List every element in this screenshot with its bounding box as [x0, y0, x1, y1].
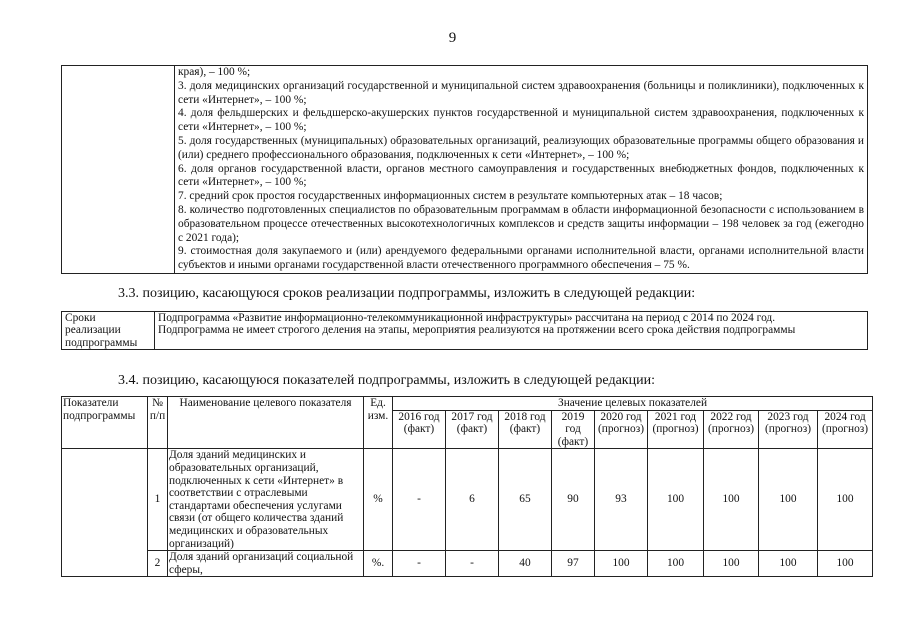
- page-number: 9: [448, 30, 457, 46]
- header-year: 2022 год (прогноз): [704, 410, 759, 449]
- header-year: 2019 год (факт): [552, 410, 595, 449]
- empty-label-cell: [62, 66, 175, 274]
- section-3-3-heading: 3.3. позицию, касающуюся сроков реализации подпрограммы, изложить в следующей редакции:: [118, 286, 696, 301]
- value-cell: 100: [759, 449, 818, 551]
- header-name: Наименование целевого показателя: [168, 397, 364, 449]
- value-cell: 6: [446, 449, 499, 551]
- timeline-content: [155, 312, 868, 350]
- list-item: 3. доля медицинских организаций государственной и муниципальной систем здравоохранения (больницы и поликлиники), подключенных к сети «Интернет», – 100 %;: [178, 79, 864, 106]
- header-year: 2016 год (факт): [393, 410, 446, 449]
- list-item: 7. средний срок простоя государственных информационных систем в результате компьютерных атак – 18 часов;: [178, 190, 723, 203]
- list-item: 8. количество подготовленных специалистов по образовательным программам в области информационной безопасности с использованием в образовательном процессе отечественных высокотехнологичных комплексов и средств защиты информации – 198 человек за год (ежегодно с 2021 года);: [178, 203, 864, 244]
- value-cell: 65: [499, 449, 552, 551]
- target-list-cell: [175, 66, 868, 274]
- list-item: 5. доля государственных (муниципальных) образовательных организаций, реализующих образовательные программы общего образования и (или) среднего профессионального образования, подключенных к сети «Интернет», – 100 %;: [178, 134, 864, 161]
- header-no: № п/п: [148, 397, 168, 449]
- list-item: 4. доля фельдшерских и фельдшерско-акушерских пунктов государственной и муниципальной систем здравоохранения, подключенных к сети «Интернет», – 100 %;: [178, 107, 864, 134]
- timeline-label: Сроки реализации подпрограммы: [62, 312, 155, 350]
- value-cell: 100: [704, 449, 759, 551]
- value-cell: 100: [759, 551, 818, 577]
- value-cell: -: [446, 551, 499, 577]
- table-row: [62, 449, 873, 551]
- timeline-line-2: Подпрограмма не имеет строгого деления на этапы, мероприятия реализуются на протяжении всего срока действия подпрограммы: [158, 324, 796, 337]
- value-cell: 93: [595, 449, 648, 551]
- header-year: 2018 год (факт): [499, 410, 552, 449]
- list-item: 6. доля органов государственной власти, органов местного самоуправления и государственных внебюджетных фондов, подключенных к сети «Интернет», – 100 %;: [178, 162, 864, 189]
- empty-indicator-cell: [62, 449, 148, 577]
- value-cell: 100: [818, 449, 873, 551]
- indicator-unit: %: [364, 449, 393, 551]
- list-item: края), – 100 %;: [178, 66, 251, 78]
- indicator-unit: %.: [364, 551, 393, 577]
- timeline-line-1: Подпрограмма «Развитие информационно-телекоммуникационной инфраструктуры» рассчитана на период с 2014 по 2024 год.: [158, 312, 776, 324]
- row-number: 1: [148, 449, 168, 551]
- row-number: 2: [148, 551, 168, 577]
- header-year: 2021 год (прогноз): [648, 410, 704, 449]
- value-cell: 100: [595, 551, 648, 577]
- indicators-table: [61, 396, 873, 577]
- header-values: Значение целевых показателей: [393, 397, 873, 411]
- value-cell: 100: [648, 449, 704, 551]
- timeline-table: [61, 311, 868, 350]
- value-cell: -: [393, 551, 446, 577]
- value-cell: 100: [648, 551, 704, 577]
- table-row: [62, 551, 873, 577]
- header-indicators: Показатели подпрограммы: [62, 397, 148, 449]
- list-item: 9. стоимостная доля закупаемого и (или) арендуемого федеральными органами исполнительной власти, органами исполнительной власти субъектов и иными органами государственной власти отечественного программного обеспечения – 75 %.: [178, 245, 864, 272]
- indicator-name: Доля зданий медицинских и образовательных организаций, подключенных к сети «Интернет» в соответствии с отраслевыми стандартами обеспечения услугами связи (от общего количества зданий медицинских и образовательных организаций): [168, 449, 364, 551]
- value-cell: 90: [552, 449, 595, 551]
- value-cell: 100: [704, 551, 759, 577]
- header-unit: Ед. изм.: [364, 397, 393, 449]
- value-cell: -: [393, 449, 446, 551]
- header-year: 2023 год (прогноз): [759, 410, 818, 449]
- section-3-4-heading: 3.4. позицию, касающуюся показателей подпрограммы, изложить в следующей редакции:: [118, 373, 655, 388]
- header-year: 2024 год (прогноз): [818, 410, 873, 449]
- value-cell: 100: [818, 551, 873, 577]
- indicator-name: Доля зданий организаций социальной сферы,: [168, 551, 364, 577]
- header-year: 2017 год (факт): [446, 410, 499, 449]
- continuation-table: [61, 65, 868, 274]
- value-cell: 40: [499, 551, 552, 577]
- header-year: 2020 год (прогноз): [595, 410, 648, 449]
- value-cell: 97: [552, 551, 595, 577]
